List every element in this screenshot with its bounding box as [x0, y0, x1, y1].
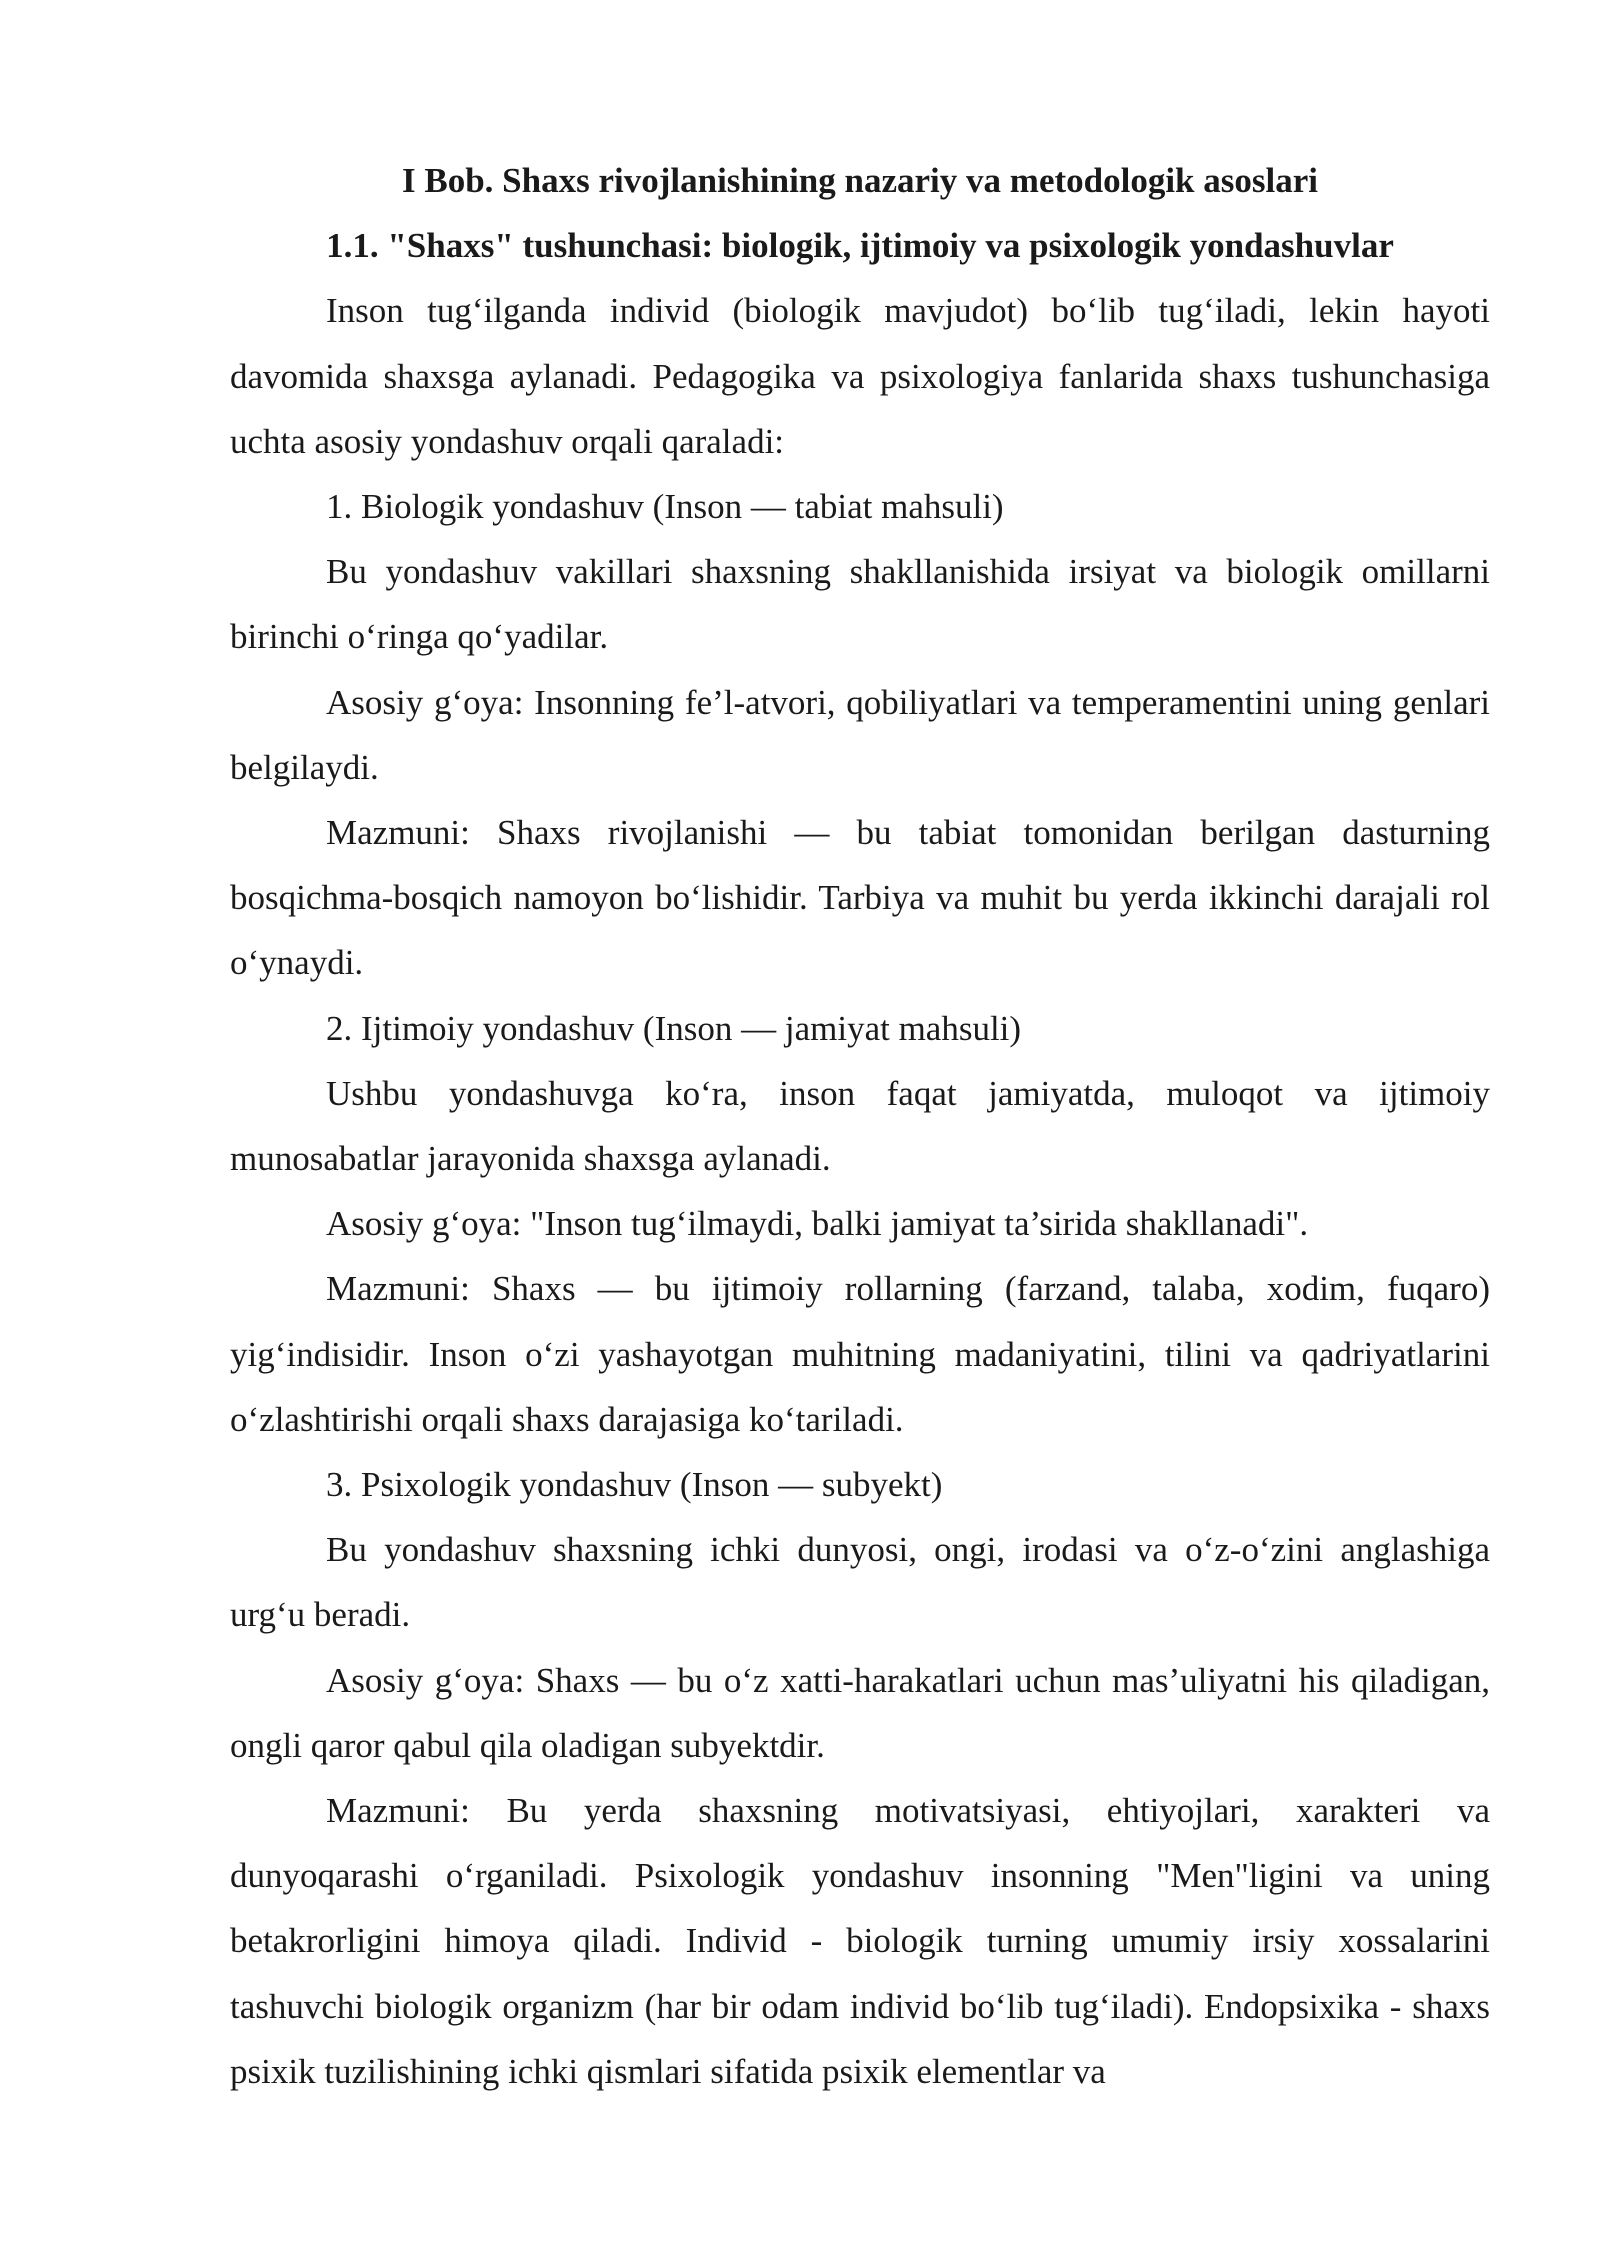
- subheading-psychological: 3. Psixologik yondashuv (Inson — subyekt): [326, 1465, 943, 1505]
- paragraph-quote: Asosiy g‘oya: "Inson tug‘ilmaydi, balki jamiyat ta’sirida shakllanadi".: [326, 1204, 1309, 1244]
- subheading-biological: 1. Biologik yondashuv (Inson — tabiat mahsuli): [326, 487, 1004, 527]
- paragraph: Bu yondashuv vakillari shaxsning shakllanishida irsiyat va biologik omillarni birinchi o‘ringa qo‘yadilar.: [230, 552, 1490, 657]
- paragraph: Mazmuni: Shaxs rivojlanishi — bu tabiat tomonidan berilgan dasturning bosqichma-bosqich namoyon bo‘lishidir. Tarbiya va muhit bu yerda ikkinchi darajali rol o‘ynaydi.: [230, 813, 1490, 983]
- paragraph: Mazmuni: Bu yerda shaxsning motivatsiyasi, ehtiyojlari, xarakteri va dunyoqarashi o‘rganiladi. Psixologik yondashuv insonning "Men"ligini va uning betakrorligini himoya qiladi. Individ - biologik turning umumiy irsiy xossalarini tashuvchi biologik organizm (har bir odam individ bo‘lib tug‘iladi). Endopsixika - shaxs psixik tuzilishining ichki qismlari sifatida psixik elementlar va: [230, 1791, 1490, 2091]
- chapter-title: I Bob. Shaxs rivojlanishining nazariy va metodologik asoslari: [402, 161, 1318, 200]
- paragraph: Asosiy g‘oya: Insonning fe’l-atvori, qobiliyatlari va temperamentini uning genlari belgilaydi.: [230, 682, 1490, 787]
- subheading-social: 2. Ijtimoiy yondashuv (Inson — jamiyat mahsuli): [326, 1008, 1022, 1048]
- paragraph: Ushbu yondashuvga ko‘ra, inson faqat jamiyatda, muloqot va ijtimoiy munosabatlar jarayonida shaxsga aylanadi.: [230, 1073, 1490, 1179]
- paragraph-intro: Inson tug‘ilganda individ (biologik mavjudot) bo‘lib tug‘iladi, lekin hayoti davomida shaxsga aylanadi. Pedagogika va psixologiya fanlarida shaxs tushunchasiga uchta asosiy yondashuv orqali qaraladi:: [230, 291, 1490, 461]
- section-title: 1.1. "Shaxs" tushunchasi: biologik, ijtimoiy va psixologik yondashuvlar: [326, 226, 1394, 266]
- paragraph: Bu yondashuv shaxsning ichki dunyosi, ongi, irodasi va o‘z-o‘zini anglashiga urg‘u beradi.: [230, 1530, 1490, 1635]
- paragraph: Mazmuni: Shaxs — bu ijtimoiy rollarning (farzand, talaba, xodim, fuqaro) yig‘indisidir. Inson o‘zi yashayotgan muhitning madaniyatini, tilini va qadriyatlarini o‘zlashtirishi orqali shaxs darajasiga ko‘tariladi.: [230, 1269, 1490, 1439]
- paragraph: Asosiy g‘oya: Shaxs — bu o‘z xatti-harakatlari uchun mas’uliyatni his qiladigan, ongli qaror qabul qila oladigan subyektdir.: [230, 1660, 1490, 1765]
- document-body: [230, 148, 1490, 2104]
